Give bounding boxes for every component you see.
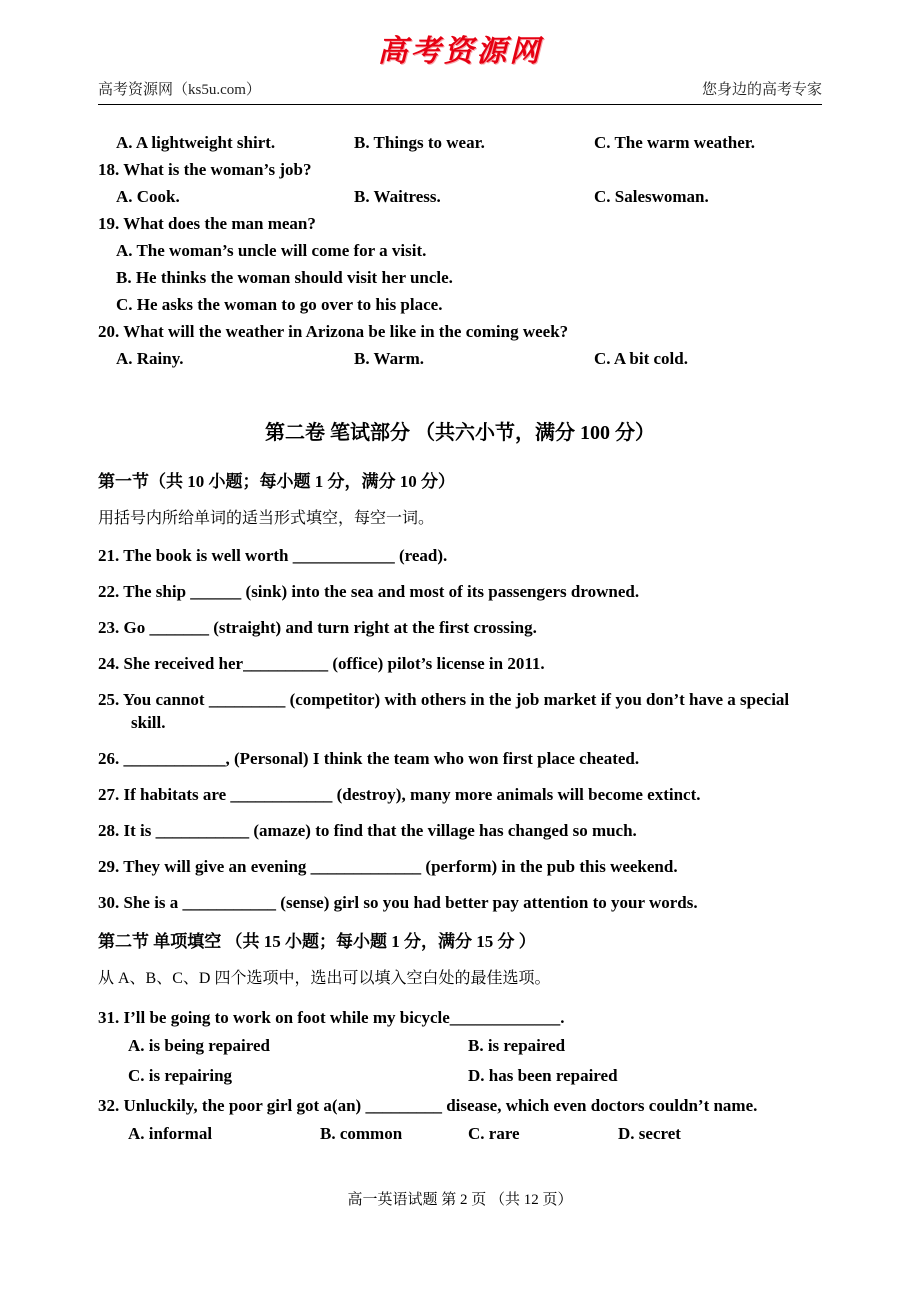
part2-instruction: 从 A、B、C、D 四个选项中，选出可以填入空白处的最佳选项。 [98, 970, 551, 987]
fill-item-22: 22. The ship ______ (sink) into the sea and most of its passengers drowned. [98, 582, 640, 601]
question-18-options [98, 183, 822, 210]
question-31-text: 31. I’ll be going to work on foot while my bicycle_____________. [98, 1008, 565, 1027]
ks5u-logo: 高考资源网 [377, 35, 543, 68]
option-31b: B. is repaired [468, 1036, 566, 1055]
fill-item-26: 26. ____________, (Personal) I think the team who won first place cheated. [98, 749, 640, 768]
option-32a: A. informal [128, 1124, 213, 1143]
option-32d: D. secret [618, 1124, 681, 1143]
part2-heading: 第二节 单项填空 （共 15 小题；每小题 1 分，满分 15 分 ） [98, 932, 536, 951]
question-31-options-row1 [98, 1032, 822, 1060]
question-31 [98, 1004, 822, 1090]
option-31a: A. is being repaired [128, 1036, 270, 1055]
fill-item-21: 21. The book is well worth ____________ (read). [98, 546, 448, 565]
option-32c: C. rare [468, 1124, 520, 1143]
option-20a: A. Rainy. [116, 349, 184, 368]
question-19-options [98, 237, 822, 318]
option-19c: C. He asks the woman to go over to his place. [116, 295, 443, 314]
page-footer: 高一英语试题 第 2 页 （共 12 页） [347, 1192, 573, 1208]
question-32-text: 32. Unluckily, the poor girl got a(an) _________ disease, which even doctors couldn’t name. [98, 1096, 758, 1115]
written-part1 [98, 467, 822, 914]
option-20b: B. Warm. [354, 349, 425, 368]
fill-item-29: 29. They will give an evening _____________ (perform) in the pub this weekend. [98, 857, 678, 876]
option-17a: A. A lightweight shirt. [116, 133, 276, 152]
option-31d: D. has been repaired [468, 1066, 618, 1085]
question-19-text: 19. What does the man mean? [98, 214, 316, 233]
question-18-text: 18. What is the woman’s job? [98, 160, 312, 179]
part1-instruction: 用括号内所给单词的适当形式填空，每空一词。 [98, 510, 435, 527]
header-row [98, 78, 822, 99]
option-17c: C. The warm weather. [594, 133, 756, 152]
written-section-title: 第二卷 笔试部分 （共六小节，满分 100 分） [265, 422, 655, 444]
option-17b: B. Things to wear. [354, 133, 485, 152]
written-part2 [98, 927, 822, 1148]
exam-content [0, 105, 920, 1148]
question-18 [98, 156, 822, 210]
fill-item-25: 25. You cannot _________ (competitor) with others in the job market if you don’t have a special skill. [98, 690, 790, 732]
option-32b: B. common [320, 1124, 403, 1143]
question-32 [98, 1092, 822, 1148]
option-31c: C. is repairing [128, 1066, 233, 1085]
site-tagline: 您身边的高考专家 [701, 82, 822, 98]
site-name: 高考资源网（ks5u.com） [98, 82, 261, 98]
question-20 [98, 318, 822, 372]
fill-item-23: 23. Go _______ (straight) and turn right at the first crossing. [98, 618, 537, 637]
fill-item-28: 28. It is ___________ (amaze) to find that the village has changed so much. [98, 821, 637, 840]
question-31-options-row2 [98, 1062, 822, 1090]
question-19 [98, 210, 822, 318]
fill-item-27: 27. If habitats are ____________ (destroy), many more animals will become extinct. [98, 785, 701, 804]
option-19b: B. He thinks the woman should visit her uncle. [116, 268, 453, 287]
page-header [0, 0, 920, 105]
option-18a: A. Cook. [116, 187, 180, 206]
fill-item-24: 24. She received her__________ (office) pilot’s license in 2011. [98, 654, 545, 673]
option-20c: C. A bit cold. [594, 349, 688, 368]
question-32-options [98, 1120, 822, 1148]
option-18c: C. Saleswoman. [594, 187, 709, 206]
option-18b: B. Waitress. [354, 187, 441, 206]
question-20-options [98, 345, 822, 372]
question-17-options [98, 129, 822, 156]
fill-item-30: 30. She is a ___________ (sense) girl so you had better pay attention to your words. [98, 893, 698, 912]
option-19a: A. The woman’s uncle will come for a visit. [116, 241, 427, 260]
question-20-text: 20. What will the weather in Arizona be like in the coming week? [98, 322, 569, 341]
part1-heading: 第一节（共 10 小题；每小题 1 分，满分 10 分） [98, 472, 455, 491]
